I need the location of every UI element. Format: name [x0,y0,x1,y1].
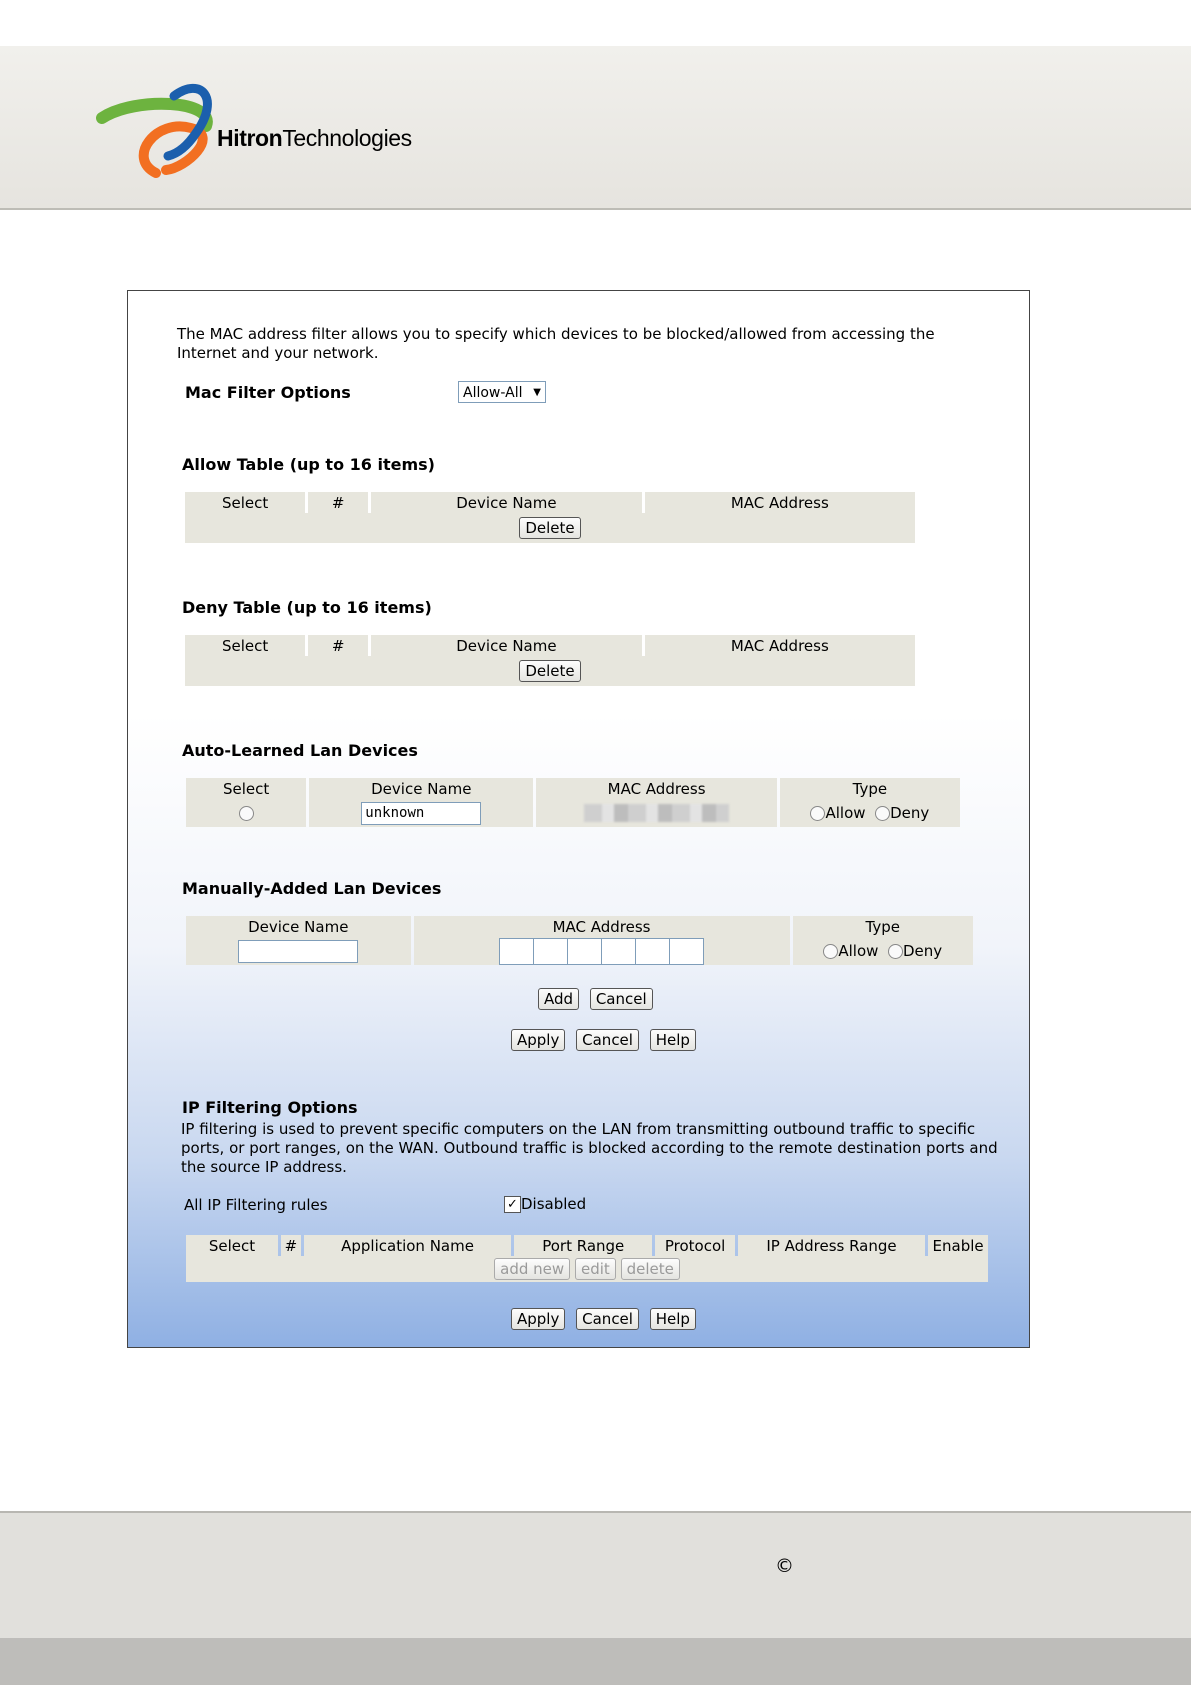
mac-filter-select[interactable] [458,381,546,403]
ip-disabled-checkbox[interactable]: ✓ [504,1196,521,1213]
edit-button[interactable]: edit [575,1258,616,1280]
add-new-button[interactable]: add new [494,1258,570,1280]
page-footer [0,1511,1191,1640]
auto-col-mac-address: MAC Address [536,778,776,799]
allow-col-mac-address: MAC Address [645,492,915,513]
allow-col-number: # [308,492,368,513]
allow-delete-button[interactable]: Delete [519,517,580,539]
ip-col-protocol: Protocol [655,1235,735,1256]
ip-filter-actions [511,1308,702,1330]
ip-col-number: # [281,1235,301,1256]
ip-filter-title: IP Filtering Options [182,1098,358,1117]
manual-allow-radio[interactable] [823,944,838,959]
mac-octet-input-4[interactable] [601,938,636,965]
mac-octet-input-6[interactable] [669,938,704,965]
mac-filter-options-label: Mac Filter Options [185,383,351,402]
deny-col-select: Select [185,635,305,656]
ip-help-button[interactable]: Help [650,1308,696,1330]
auto-deny-label: Deny [890,804,930,822]
help-button[interactable]: Help [650,1029,696,1051]
deny-table [182,635,918,686]
deny-col-number: # [308,635,368,656]
router-config-screen [127,290,1030,1348]
manual-cancel-button[interactable]: Cancel [590,988,653,1010]
deny-delete-button[interactable]: Delete [519,660,580,682]
copyright-symbol: © [775,1555,794,1577]
auto-allow-label: Allow [825,804,866,822]
add-button[interactable]: Add [538,988,579,1010]
manual-col-type: Type [793,916,973,937]
auto-col-type: Type [780,778,960,799]
ip-filter-table [183,1235,991,1282]
ip-disabled-checkbox-group [504,1195,586,1213]
footer-bar [0,1638,1191,1685]
manual-buttons [538,988,659,1010]
ip-cancel-button[interactable]: Cancel [576,1308,639,1330]
mac-address-redacted [584,804,729,822]
ip-col-port-range: Port Range [514,1235,652,1256]
ip-rules-label: All IP Filtering rules [184,1196,328,1214]
mac-filter-actions [511,1029,702,1051]
ip-col-enable: Enable [928,1235,988,1256]
manual-device-name-input[interactable] [238,940,358,963]
mac-filter-selected-value: Allow-All [463,385,523,401]
auto-col-device-name: Device Name [309,778,533,799]
deny-table-title: Deny Table (up to 16 items) [182,598,432,617]
mac-filter-intro: The MAC address filter allows you to specify which devices to be blocked/allowed from accessing the Internet and your network. [177,325,935,362]
manual-allow-label: Allow [838,942,879,960]
cancel-button[interactable]: Cancel [576,1029,639,1051]
ip-filter-description: IP filtering is used to prevent specific computers on the LAN from transmitting outbound traffic to specific ports, or port ranges, on the WAN. Outbound traffic is blocked according to the remote destination ports and the source IP address. [181,1120,998,1176]
mac-octet-input-3[interactable] [567,938,602,965]
auto-device-name-input[interactable]: unknown [361,802,481,825]
mac-octet-input-5[interactable] [635,938,670,965]
allow-col-select: Select [185,492,305,513]
apply-button[interactable]: Apply [511,1029,565,1051]
manual-deny-radio[interactable] [888,944,903,959]
deny-col-mac-address: MAC Address [645,635,915,656]
mac-octet-input-2[interactable] [533,938,568,965]
mac-octet-input-1[interactable] [499,938,534,965]
auto-learned-table [183,778,963,827]
manual-col-mac-address: MAC Address [414,916,790,937]
auto-learned-title: Auto-Learned Lan Devices [182,741,418,760]
allow-table-title: Allow Table (up to 16 items) [182,455,435,474]
auto-col-select: Select [186,778,306,799]
allow-table [182,492,918,543]
auto-deny-radio[interactable] [875,806,890,821]
manual-col-device-name: Device Name [186,916,411,937]
manual-title: Manually-Added Lan Devices [182,879,442,898]
manual-deny-label: Deny [902,942,943,960]
auto-select-radio[interactable] [239,806,254,821]
deny-col-device-name: Device Name [371,635,641,656]
ip-disabled-label: Disabled [521,1195,587,1213]
chevron-down-icon: ▼ [533,387,541,398]
table-row [186,799,960,827]
manual-table [183,916,976,965]
ip-col-application-name: Application Name [304,1235,511,1256]
brand-name: HitronTechnologies [217,125,412,151]
ip-col-ip-address-range: IP Address Range [738,1235,925,1256]
allow-col-device-name: Device Name [371,492,641,513]
page-header [0,46,1191,210]
ip-col-select: Select [186,1235,278,1256]
auto-allow-radio[interactable] [810,806,825,821]
delete-button[interactable]: delete [621,1258,680,1280]
ip-apply-button[interactable]: Apply [511,1308,565,1330]
